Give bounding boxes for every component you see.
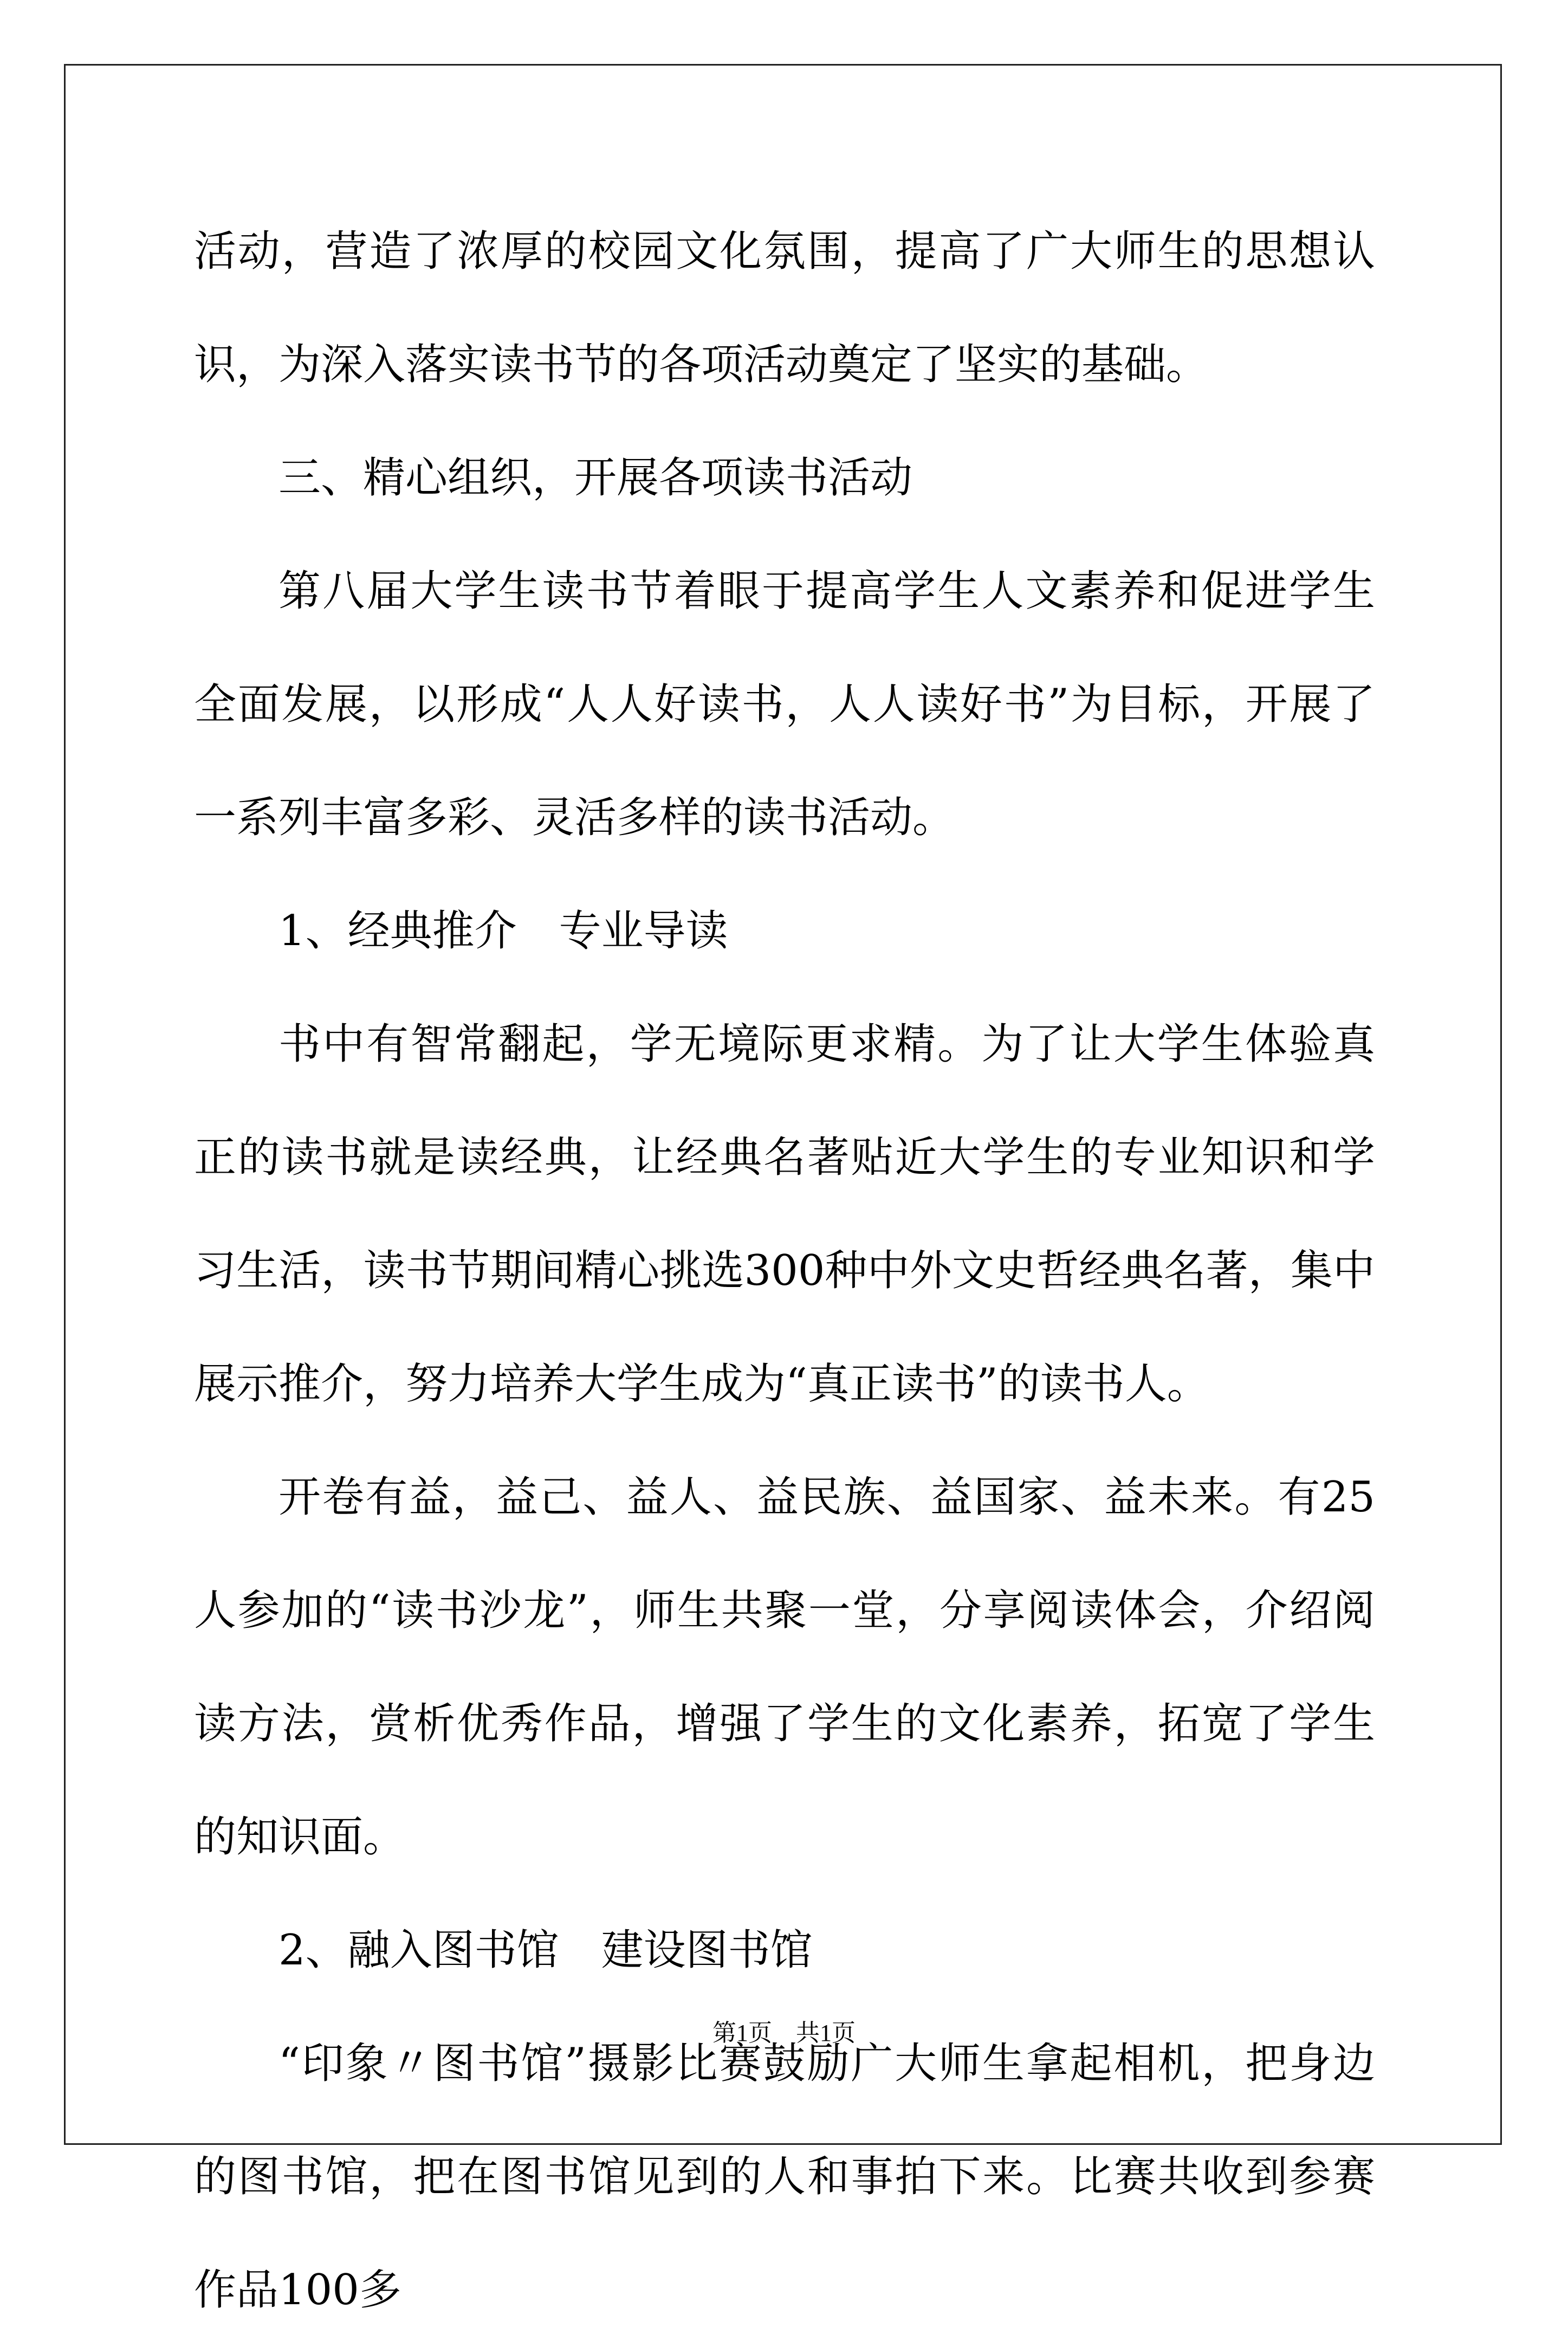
paragraph-5: “印象〃图书馆”摄影比赛鼓励广大师生拿起相机，把身边的图书馆，把在图书馆见到的人和事拍下来。比赛共收到参赛作品100多 (194, 2039, 1375, 2314)
page-footer: 第1页 共1页 (712, 2020, 856, 2046)
paragraph-1: 活动，营造了浓厚的校园文化氛围，提高了广大师生的思想认识，为深入落实读书节的各项活动奠定了坚实的基础。 (194, 227, 1375, 389)
section-heading-3: 三、精心组织，开展各项读书活动 (278, 454, 913, 502)
subheading-2: 2、融入图书馆 建设图书馆 (278, 1926, 813, 1975)
subheading-1: 1、经典推介 专业导读 (278, 907, 728, 955)
paragraph-3: 书中有智常翻起，学无境际更求精。为了让大学生体验真正的读书就是读经典，让经典名著贴近大学生的专业知识和学习生活，读书节期间精心挑选300种中外文史哲经典名著，集中展示推介，努力培养大学生成为“真正读书”的读书人。 (194, 1020, 1375, 1408)
paragraph-2: 第八届大学生读书节着眼于提高学生人文素养和促进学生全面发展，以形成“人人好读书，人人读好书”为目标，开展了一系列丰富多彩、灵活多样的读书活动。 (194, 567, 1375, 842)
paragraph-4: 开卷有益，益己、益人、益民族、益国家、益未来。有25人参加的“读书沙龙”，师生共聚一堂，分享阅读体会，介绍阅读方法，赏析优秀作品，增强了学生的文化素养，拓宽了学生的知识面。 (194, 1473, 1375, 1861)
